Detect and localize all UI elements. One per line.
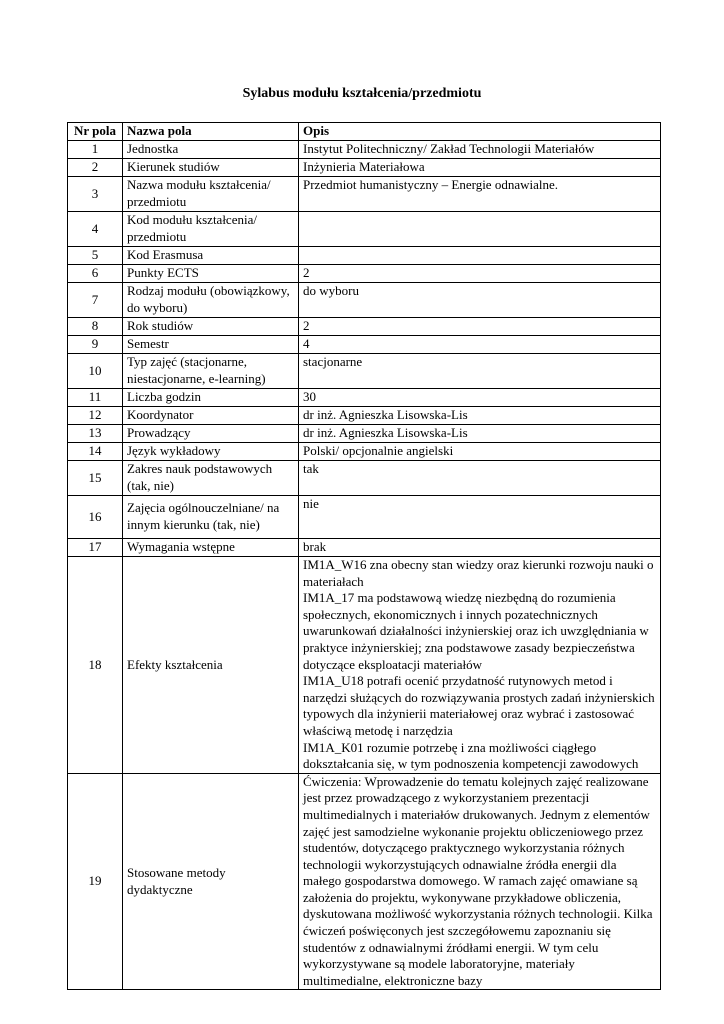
row-name: Wymagania wstępne: [123, 539, 299, 557]
row-name: Zakres nauk podstawowych (tak, nie): [123, 461, 299, 496]
row-name: Stosowane metody dydaktyczne: [123, 773, 299, 990]
table-row: [68, 461, 661, 496]
row-desc: stacjonarne: [299, 354, 661, 389]
row-nr: 8: [68, 318, 123, 336]
row-desc: [299, 247, 661, 265]
row-desc: 2: [299, 318, 661, 336]
learning-outcome: IM1A_W16 zna obecny stan wiedzy oraz kierunki rozwoju nauki o materiałach: [303, 557, 654, 589]
table-header-row: [68, 123, 661, 141]
table-row: [68, 557, 661, 774]
row-name: Koordynator: [123, 407, 299, 425]
table-row: [68, 407, 661, 425]
learning-outcome: IM1A_U18 potrafi ocenić przydatność rutynowych metod i narzędzi służących do rozwiązywania prostych zadań inżynierskich typowych dla inżynierii materiałowej oraz wybrać i zastosować właściwą metodę i narzędzia: [303, 673, 655, 738]
row-desc: Polski/ opcjonalnie angielski: [299, 443, 661, 461]
row-desc: tak: [299, 461, 661, 496]
row-nr: 3: [68, 177, 123, 212]
header-nr: Nr pola: [68, 123, 123, 141]
row-desc: [299, 557, 661, 774]
row-desc: Przedmiot humanistyczny – Energie odnawialne.: [299, 177, 661, 212]
row-nr: 18: [68, 557, 123, 774]
table-row: [68, 212, 661, 247]
row-desc: Ćwiczenia: Wprowadzenie do tematu kolejnych zajęć realizowane jest przez prowadzącego z wykorzystaniem prezentacji multimedialnych i materiałów drukowanych. Jednym z elementów zajęć jest samodzielne wykonanie projektu obliczeniowego przez studentów, dotyczącego praktycznego wykorzystania różnych technologii wykorzystujących odnawialne źródła energii dla małego gospodarstwa domowego. W ramach zajęć omawiane są założenia do projektu, wykonywane przykładowe obliczenia, dyskutowana możliwość wykorzystania różnych technologii. Kilka ćwiczeń poświęconych jest szczegółowemu zapoznaniu się studentów z odnawialnymi źródłami energii. W tym celu wykorzystywane są modele laboratoryjne, materiały multimedialne, elektroniczne bazy: [299, 773, 661, 990]
row-nr: 2: [68, 159, 123, 177]
row-desc: dr inż. Agnieszka Lisowska-Lis: [299, 425, 661, 443]
row-nr: 5: [68, 247, 123, 265]
header-desc: Opis: [299, 123, 661, 141]
header-name: Nazwa pola: [123, 123, 299, 141]
row-desc: 4: [299, 336, 661, 354]
table-row: [68, 354, 661, 389]
row-desc: brak: [299, 539, 661, 557]
table-row: [68, 443, 661, 461]
learning-outcome: IM1A_17 ma podstawową wiedzę niezbędną do rozumienia społecznych, ekonomicznych i innych pozatechnicznych uwarunkowań działalności inżynierskiej oraz ich uwzględniania w praktyce inżynierskiej; zna podstawowe zasady bezpieczeństwa dotyczące eksploatacji materiałów: [303, 590, 649, 672]
row-name: Nazwa modułu kształcenia/ przedmiotu: [123, 177, 299, 212]
row-nr: 13: [68, 425, 123, 443]
row-nr: 1: [68, 141, 123, 159]
row-desc: 2: [299, 265, 661, 283]
row-name: Semestr: [123, 336, 299, 354]
row-name: Kod Erasmusa: [123, 247, 299, 265]
row-name: Efekty kształcenia: [123, 557, 299, 774]
row-desc: do wyboru: [299, 283, 661, 318]
row-desc: dr inż. Agnieszka Lisowska-Lis: [299, 407, 661, 425]
table-row: [68, 389, 661, 407]
row-desc: nie: [299, 496, 661, 539]
row-desc: Instytut Politechniczny/ Zakład Technologii Materiałów: [299, 141, 661, 159]
learning-outcome: IM1A_K01 rozumie potrzebę i zna możliwości ciągłego dokształcania się, w tym podnoszenia kompetencji zawodowych: [303, 739, 639, 772]
document-title: Sylabus modułu kształcenia/przedmiotu: [242, 86, 482, 101]
table-row: [68, 425, 661, 443]
row-nr: 9: [68, 336, 123, 354]
row-nr: 7: [68, 283, 123, 318]
table-row: [68, 247, 661, 265]
table-row: [68, 336, 661, 354]
row-name: Język wykładowy: [123, 443, 299, 461]
row-name: Rodzaj modułu (obowiązkowy, do wyboru): [123, 283, 299, 318]
table-row: [68, 159, 661, 177]
syllabus-table: [67, 122, 661, 990]
row-nr: 6: [68, 265, 123, 283]
row-desc: 30: [299, 389, 661, 407]
row-nr: 11: [68, 389, 123, 407]
table-row: [68, 141, 661, 159]
row-desc: [299, 212, 661, 247]
table-row: [68, 283, 661, 318]
table-row: [68, 177, 661, 212]
row-nr: 14: [68, 443, 123, 461]
row-name: Kod modułu kształcenia/ przedmiotu: [123, 212, 299, 247]
table-row: [68, 496, 661, 539]
table-row: [68, 539, 661, 557]
row-nr: 4: [68, 212, 123, 247]
table-row: [68, 318, 661, 336]
row-nr: 12: [68, 407, 123, 425]
row-desc: Inżynieria Materiałowa: [299, 159, 661, 177]
row-nr: 19: [68, 773, 123, 990]
row-nr: 17: [68, 539, 123, 557]
row-name: Punkty ECTS: [123, 265, 299, 283]
table-row: [68, 265, 661, 283]
row-name: Rok studiów: [123, 318, 299, 336]
row-name: Kierunek studiów: [123, 159, 299, 177]
table-row: [68, 773, 661, 990]
row-name: Liczba godzin: [123, 389, 299, 407]
row-nr: 15: [68, 461, 123, 496]
row-name: Typ zajęć (stacjonarne, niestacjonarne, e-learning): [123, 354, 299, 389]
row-name: Zajęcia ogólnouczelniane/ na innym kierunku (tak, nie): [123, 496, 299, 539]
row-nr: 10: [68, 354, 123, 389]
row-name: Prowadzący: [123, 425, 299, 443]
row-nr: 16: [68, 496, 123, 539]
row-name: Jednostka: [123, 141, 299, 159]
